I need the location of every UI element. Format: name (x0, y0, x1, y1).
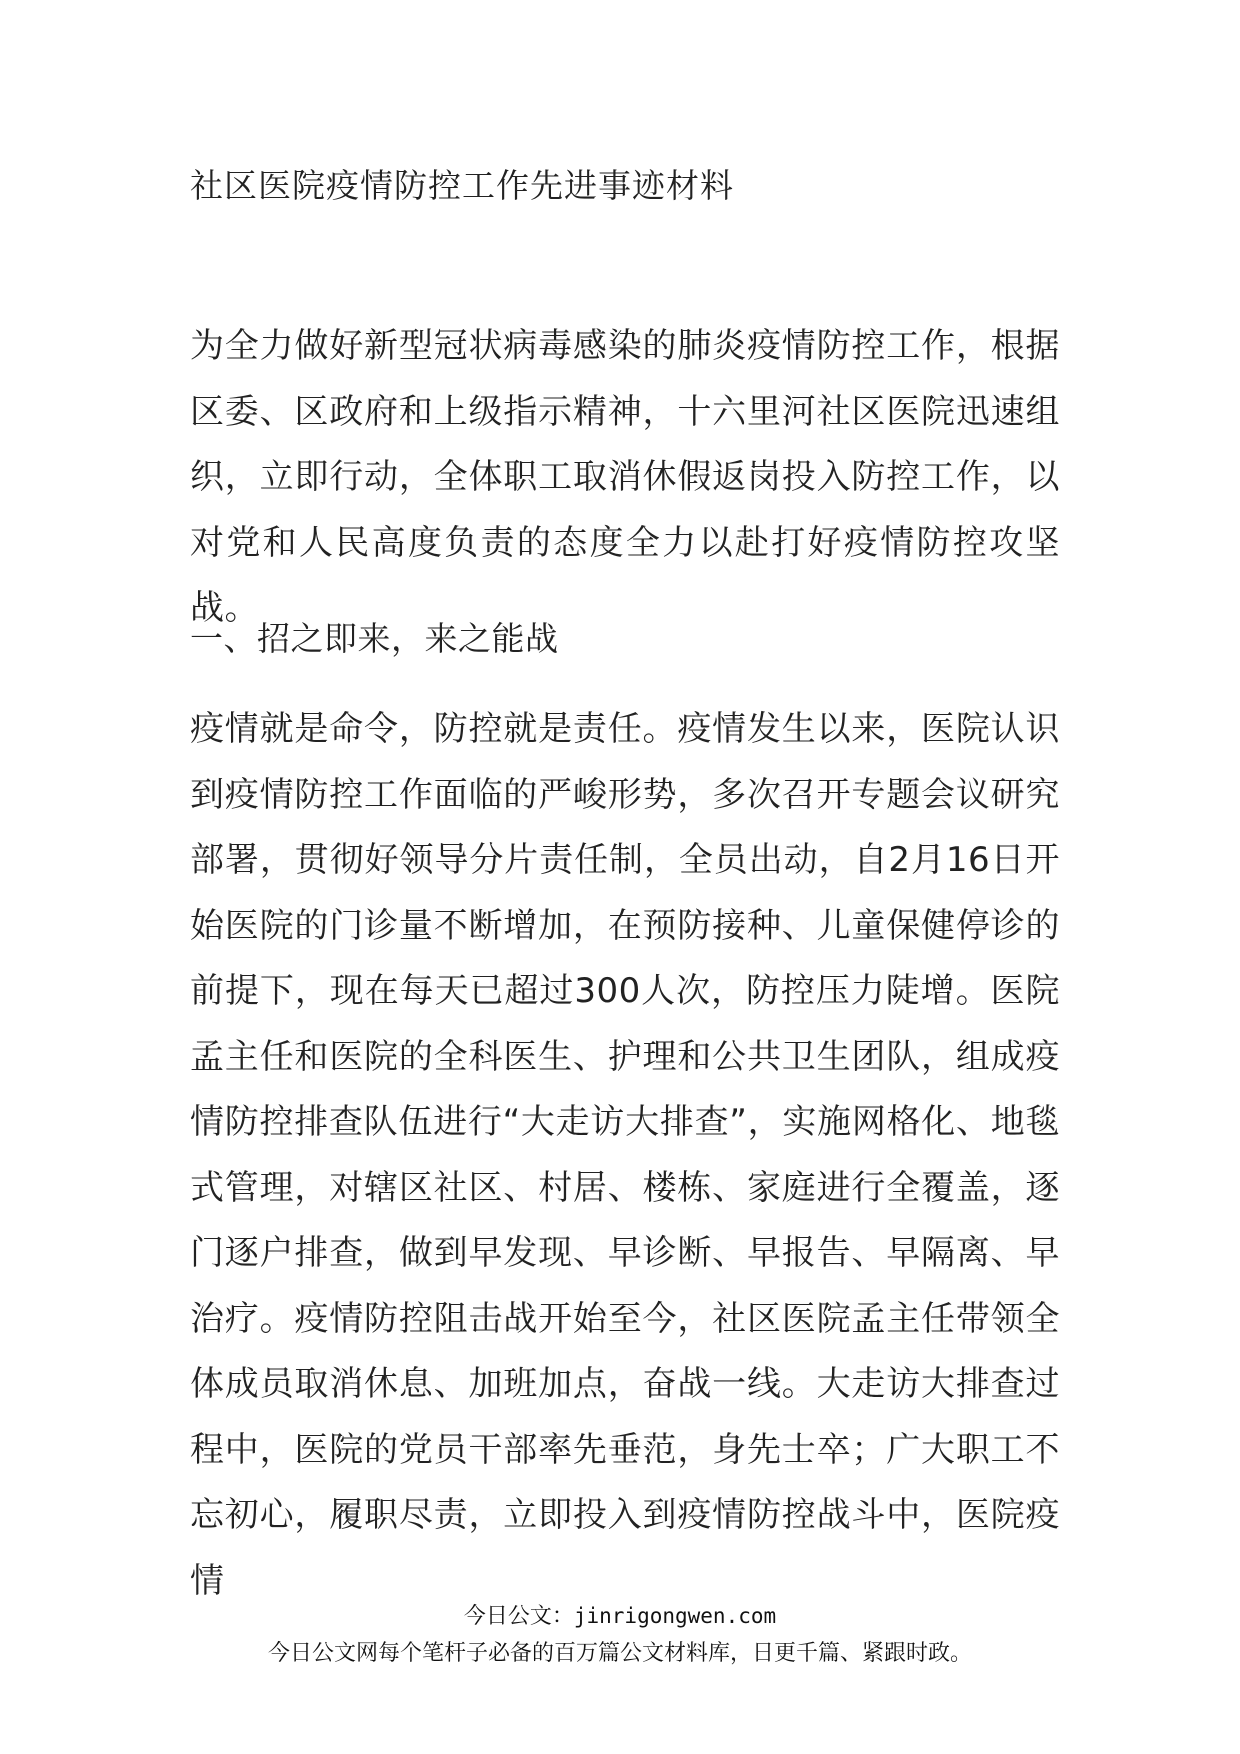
intro-paragraph: 为全力做好新型冠状病毒感染的肺炎疫情防控工作，根据区委、区政府和上级指示精神，十六里河社区医院迅速组织，立即行动，全体职工取消休假返岗投入防控工作，以对党和人民高度负责的态度全力以赴打好疫情防控攻坚战。 (190, 326, 1060, 628)
footer-site (0, 1599, 1240, 1630)
document-title: 社区医院疫情防控工作先进事迹材料 (190, 166, 734, 205)
footer-site-label: 今日公文： (463, 1604, 574, 1629)
section-heading: 一、招之即来，来之能战 (190, 619, 559, 658)
footer-site-link[interactable]: jinrigongwen.com (573, 1604, 777, 1628)
footer-slogan: 今日公文网每个笔杆子必备的百万篇公文材料库，日更千篇、紧跟时政。 (267, 1641, 972, 1666)
section-paragraph: 疫情就是命令，防控就是责任。疫情发生以来，医院认识到疫情防控工作面临的严峻形势，多次召开专题会议研究部署，贯彻好领导分片责任制，全员出动，自2月16日开始医院的门诊量不断增加，在预防接种、儿童保健停诊的前提下，现在每天已超过300人次，防控压力陡增。医院孟主任和医院的全科医生、护理和公共卫生团队，组成疫情防控排查队伍进行“大走访大排查”，实施网格化、地毯式管理，对辖区社区、村居、楼栋、家庭进行全覆盖，逐门逐户排查，做到早发现、早诊断、早报告、早隔离、早治疗。疫情防控阻击战开始至今，社区医院孟主任带领全体成员取消休息、加班加点，奋战一线。大走访大排查过程中，医院的党员干部率先垂范，身先士卒；广大职工不忘初心，履职尽责，立即投入到疫情防控战斗中，医院疫情 (190, 709, 1060, 1601)
